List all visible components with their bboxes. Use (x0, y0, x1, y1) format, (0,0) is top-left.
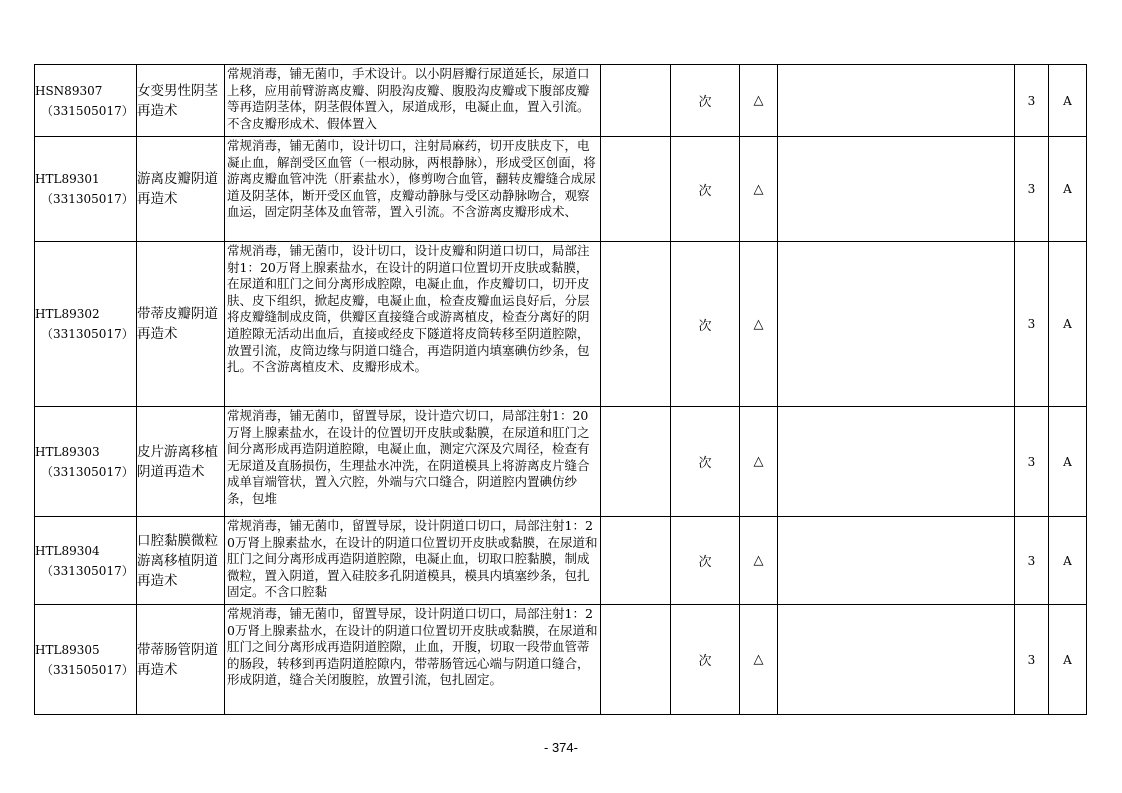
empty-cell (778, 407, 1015, 517)
item-value: 3 (1015, 407, 1049, 517)
item-code: HTL89301 (35, 172, 100, 186)
item-grade: A (1049, 605, 1087, 715)
item-code-sub: （331305017） (41, 327, 134, 341)
item-code-cell (35, 65, 137, 137)
empty-cell (601, 605, 671, 715)
item-description-cell (225, 407, 601, 517)
item-code-cell (35, 517, 137, 605)
item-code-sub: （331505017） (41, 662, 134, 677)
table-row (35, 137, 1087, 242)
item-name: 女变男性阴茎再造术 (137, 65, 225, 137)
item-code: HTL89302 (35, 307, 100, 321)
item-name: 带蒂皮瓣阴道再造术 (137, 242, 225, 407)
item-value: 3 (1015, 517, 1049, 605)
empty-cell (778, 517, 1015, 605)
item-unit: 次 (671, 137, 740, 242)
item-description-cell (225, 517, 601, 605)
item-name: 皮片游离移植阴道再造术 (137, 407, 225, 517)
table-row (35, 517, 1087, 605)
item-unit: 次 (671, 242, 740, 407)
item-value: 3 (1015, 137, 1049, 242)
item-description: 常规消毒，铺无菌巾，设计切口，设计皮瓣和阴道口切口，局部注射1：20万肾上腺素盐水，在设计的阴道口位置切开皮肤或黏膜，在尿道和肛门之间分离形成腔隙，电凝止血，作皮瓣切口，切开皮肤、皮下组织，掀起皮瓣，电凝止血，检查皮瓣血运良好后，分层将皮瓣缝制成皮筒，供瓣区直接缝合或游离植皮，检查分离好的阴道腔隙无活动出血后，直接或经皮下隧道将皮筒转移至阴道腔隙，放置引流，皮筒边缘与阴道口缝合，再造阴道内填塞碘仿纱条，包扎。不含游离植皮术、皮瓣形成术。 (227, 243, 590, 375)
item-code-cell (35, 242, 137, 407)
item-code-sub: （331305017） (41, 464, 134, 479)
item-mark: △ (740, 605, 778, 715)
page-number: - 374- (544, 740, 578, 755)
empty-cell (601, 137, 671, 242)
item-value: 3 (1015, 605, 1049, 715)
table-row (35, 407, 1087, 517)
empty-cell (601, 242, 671, 407)
item-code-cell (35, 407, 137, 517)
item-grade: A (1049, 517, 1087, 605)
item-description-cell (225, 605, 601, 715)
item-description: 常规消毒，铺无菌巾，留置导尿，设计阴道口切口，局部注射1：20万肾上腺素盐水，在设计的阴道口位置切开皮肤或黏膜，在尿道和肛门之间分离形成再造阴道腔隙，止血，开腹，切取一段带血管蒂的肠段，转移到再造阴道腔隙内，带蒂肠管远心端与阴道口缝合，形成阴道，缝合关闭腹腔，放置引流，包扎固定。 (227, 606, 598, 688)
empty-cell (778, 137, 1015, 242)
table-row (35, 242, 1087, 407)
item-name: 游离皮瓣阴道再造术 (137, 137, 225, 242)
item-code-cell (35, 137, 137, 242)
item-description: 常规消毒，铺无菌巾，手术设计。以小阴唇瓣行尿道延长，尿道口上移，应用前臂游离皮瓣、阴股沟皮瓣、腹股沟皮瓣或下腹部皮瓣等再造阴茎体，阴茎假体置入，尿道成形，电凝止血，置入引流。不含皮瓣形成术、假体置入 (227, 66, 590, 131)
item-mark: △ (740, 65, 778, 137)
item-code-cell (35, 605, 137, 715)
item-name: 带蒂肠管阴道再造术 (137, 605, 225, 715)
item-grade: A (1049, 137, 1087, 242)
empty-cell (601, 517, 671, 605)
empty-cell (778, 605, 1015, 715)
item-mark: △ (740, 517, 778, 605)
item-grade: A (1049, 65, 1087, 137)
empty-cell (778, 65, 1015, 137)
item-code: HTL89304 (35, 543, 100, 558)
item-code: HTL89305 (35, 642, 100, 657)
item-description: 常规消毒，铺无菌巾，留置导尿，设计造穴切口，局部注射1：20万肾上腺素盐水，在设计的位置切开皮肤或黏膜，在尿道和肛门之间分离形成再造阴道腔隙，电凝止血，测定穴深及穴周径，检查有无尿道及直肠损伤，生理盐水冲洗，在阴道模具上将游离皮片缝合成单盲端管状，置入穴腔，外端与穴口缝合，阴道腔内置碘仿纱条，包堆 (227, 408, 590, 506)
item-description-cell (225, 137, 601, 242)
empty-cell (601, 65, 671, 137)
item-description-cell (225, 242, 601, 407)
item-code: HTL89303 (35, 444, 100, 459)
item-mark: △ (740, 407, 778, 517)
item-mark: △ (740, 242, 778, 407)
item-code-sub: （331505017） (41, 103, 134, 118)
item-code-sub: （331305017） (41, 563, 134, 578)
item-unit: 次 (671, 65, 740, 137)
item-code-sub: （331305017） (41, 192, 134, 206)
item-description: 常规消毒，铺无菌巾，留置导尿，设计阴道口切口，局部注射1：20万肾上腺素盐水，在设计的阴道口位置切开皮肤或黏膜，在尿道和肛门之间分离形成再造阴道腔隙，电凝止血，切取口腔黏膜，制成微粒，置入阴道，置入硅胶多孔阴道模具，模具内填塞纱条，包扎固定。不含口腔黏 (227, 518, 598, 600)
item-mark: △ (740, 137, 778, 242)
item-unit: 次 (671, 517, 740, 605)
pricing-table (34, 64, 1087, 715)
empty-cell (601, 407, 671, 517)
item-unit: 次 (671, 605, 740, 715)
item-grade: A (1049, 242, 1087, 407)
item-grade: A (1049, 407, 1087, 517)
table-row (35, 605, 1087, 715)
item-value: 3 (1015, 65, 1049, 137)
item-description: 常规消毒，铺无菌巾，设计切口，注射局麻药，切开皮肤皮下，电凝止血，解剖受区血管（一根动脉，两根静脉），形成受区创面，将游离皮瓣血管冲洗（肝素盐水），修剪吻合血管，翻转皮瓣缝合成尿道及阴茎体，断开受区血管，皮瓣动静脉与受区动静脉吻合，观察血运，固定阴茎体及血管蒂，置入引流。不含游离皮瓣形成术、 (227, 138, 596, 220)
table-row (35, 65, 1087, 137)
empty-cell (778, 242, 1015, 407)
item-unit: 次 (671, 407, 740, 517)
item-name: 口腔黏膜微粒游离移植阴道再造术 (137, 517, 225, 605)
item-code: HSN89307 (35, 83, 103, 98)
item-description-cell (225, 65, 601, 137)
item-value: 3 (1015, 242, 1049, 407)
